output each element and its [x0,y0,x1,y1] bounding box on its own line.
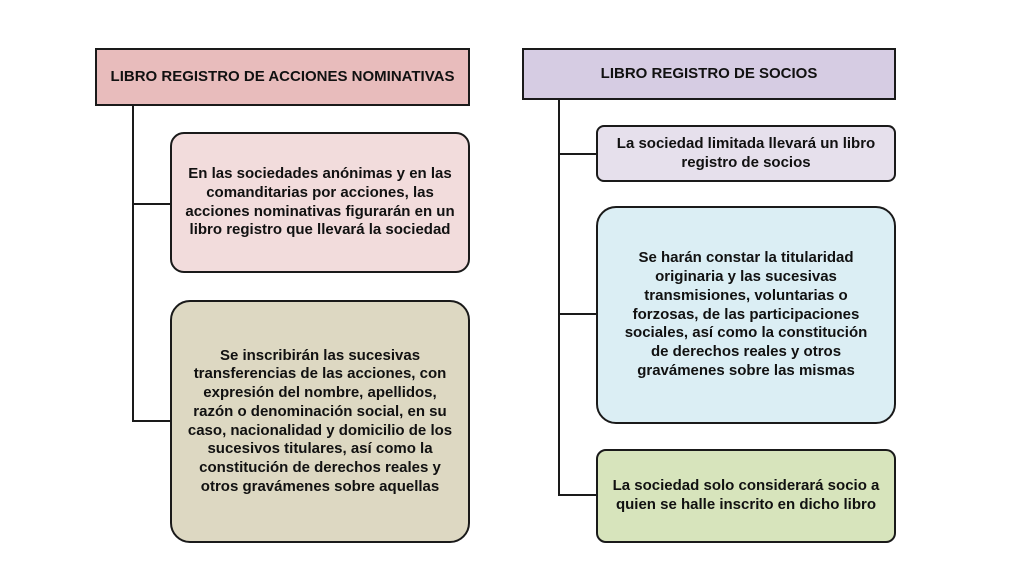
left-node-1-text: En las sociedades anónimas y en las comanditarias por acciones, las acciones nominativas figurarán en un libro registro que llevará la sociedad [185,165,455,239]
left-node-1 [170,132,470,273]
right-node-3 [596,449,896,543]
left-node-2 [170,300,470,543]
right-node-1-text: La sociedad limitada llevará un libro registro de socios [616,134,876,171]
right-branch-line-2 [558,313,598,315]
left-header-label: LIBRO REGISTRO DE ACCIONES NOMINATIVAS [110,67,455,85]
right-node-3-text: La sociedad solo considerará socio a quien se halle inscrito en dicho libro [612,477,880,513]
right-node-2-text: Se harán constar la titularidad originaria y las sucesivas transmisiones, voluntarias o forzosas, de las participaciones sociales, así como la constitución de derechos reales y otros gravámenes sobre las mismas [624,249,868,379]
left-trunk-line [132,104,134,422]
right-header-label: LIBRO REGISTRO DE SOCIOS [600,64,818,82]
right-node-1 [596,125,896,182]
left-header-box [95,48,470,106]
right-header-box [522,48,896,100]
right-trunk-line [558,99,560,496]
right-node-2 [596,206,896,424]
left-branch-line-1 [132,203,172,205]
left-node-2-text: Se inscribirán las sucesivas transferencias de las acciones, con expresión del nombre, apellidos, razón o denominación social, en su caso, nacionalidad y domicilio de los sucesivos titulares, así como la constitución de derechos reales y otros gravámenes sobre aquellas [187,346,453,495]
right-branch-line-1 [558,153,598,155]
right-branch-line-3 [558,494,598,496]
left-branch-line-2 [132,420,172,422]
